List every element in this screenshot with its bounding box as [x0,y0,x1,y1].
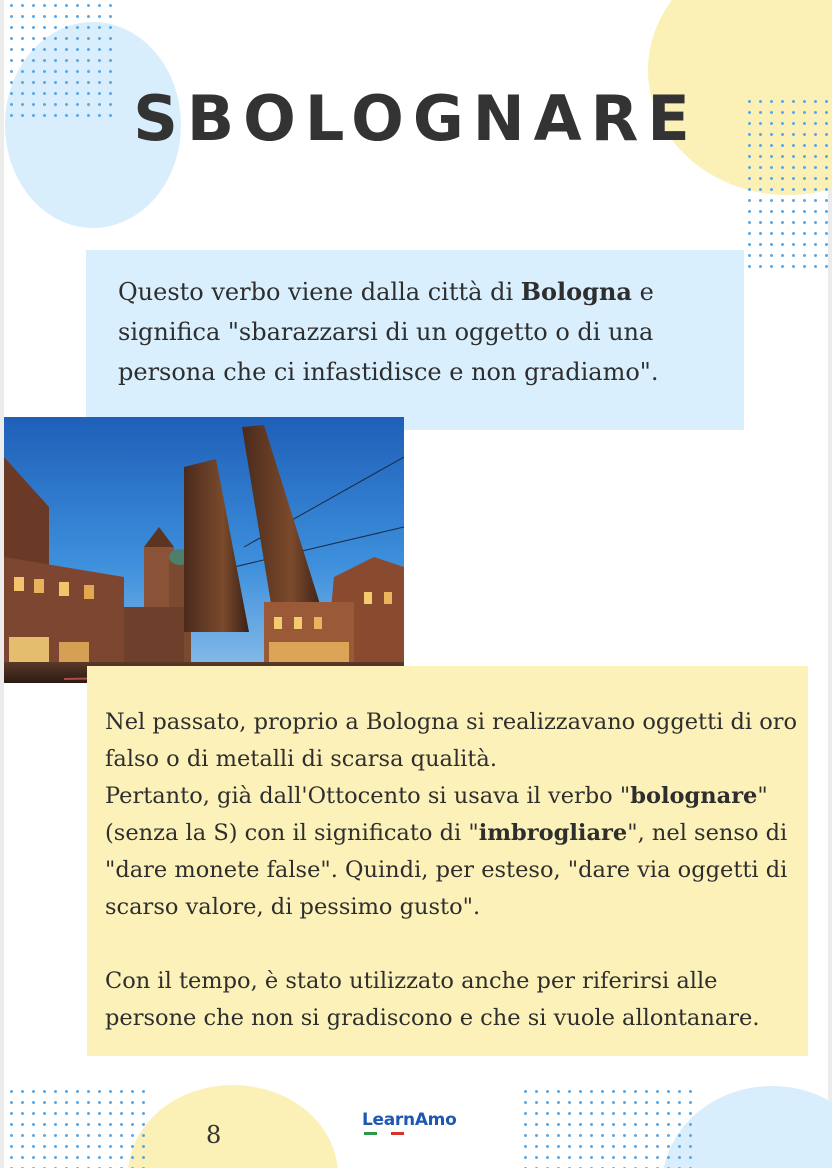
decor-dots-bottom-left [6,1086,146,1168]
history-p2-part-c: " (senza la S) con il significato di " [105,783,768,846]
bold-imbrogliare: imbrogliare [478,820,628,846]
history-box [87,666,808,1056]
intro-box [86,250,744,430]
logo-flag-stripe [364,1132,404,1135]
intro-text-end: e significa "sbarazzarsi di un oggetto o di una persona che ci infastidisce e non gradiamo". [118,278,659,386]
decor-dots-bottom-right [520,1086,700,1168]
bologna-towers-photo [4,417,404,683]
history-text [105,704,805,1037]
intro-text [118,272,728,392]
decor-circle-bottom-left [128,1085,338,1168]
history-paragraph-1: Nel passato, proprio a Bologna si realizzavano oggetti di oro falso o di metalli di scarsa qualità. [105,709,798,772]
logo-text: LearnAmo [362,1110,457,1130]
history-paragraph-2 [105,778,805,926]
learnamo-logo [362,1110,480,1140]
intro-bold-bologna: Bologna [520,277,632,306]
page-title: SBOLOGNARE [133,82,699,155]
history-paragraph-3: Con il tempo, è stato utilizzato anche per riferirsi alle persone che non si gradiscono e che si vuole allontanare. [105,968,760,1031]
history-p2-part-e: ", nel senso di "dare monete false". Quindi, per esteso, "dare via oggetti di scarso valore, di pessimo gusto". [105,820,788,920]
history-p2-part-a: Pertanto, già dall'Ottocento si usava il verbo " [105,783,631,809]
intro-text-start: Questo verbo viene dalla città di [118,278,521,306]
bold-bolognare: bolognare [630,783,758,809]
paragraph-gap [105,926,805,963]
page-number: 8 [206,1121,222,1149]
